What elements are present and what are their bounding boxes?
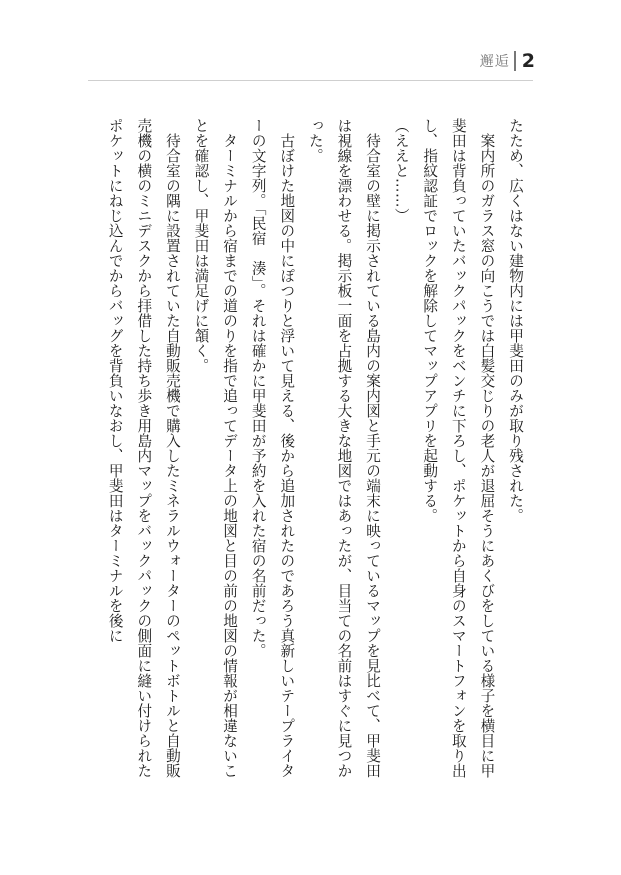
paragraph: （ええと……） bbox=[392, 118, 410, 223]
header-rule bbox=[88, 80, 533, 81]
running-header bbox=[480, 50, 535, 72]
body-text bbox=[89, 118, 529, 786]
paragraph: ターミナルから宿までの道のりを指で追ってデータ上の地図と目の前の地図の情報が相違ないことを確認し、甲斐田は満足げに頷く。 bbox=[192, 118, 239, 778]
header-divider bbox=[514, 51, 516, 71]
paragraph: 待合室の隅に設置されていた自動販売機で購入したミネラルウォーターのペットボトルと自動販売機の横のミニデスクから拝借した持ち歩き用島内マップをバックパックの側面に縫い付けられたポケットにねじ込んでからバッグを背負いなおし、甲斐田はターミナルを後に bbox=[106, 118, 181, 778]
paragraph: 古ぼけた地図の中にぽつりと浮いて見える、後から追加されたのであろう真新しいテープライターの文字列。「民宿 湊」。それは確かに甲斐田が予約を入れた宿の名前だった。 bbox=[249, 118, 296, 778]
paragraph: たため、広くはない建物内には甲斐田のみが取り残された。 bbox=[507, 118, 524, 523]
chapter-title: 邂逅 bbox=[479, 54, 510, 70]
chapter-number: 2 bbox=[521, 50, 535, 72]
paragraph: 案内所のガラス窓の向こうでは白髪交じりの老人が退屈そうにあくびをしている様子を横目に甲斐田は背負っていたバックパックをベンチに下ろし、ポケットから自身のスマートフォンを取り出し、指紋認証でロックを解除してマップアプリを起動する。 bbox=[421, 118, 496, 778]
paragraph: 待合室の壁に掲示されている島内の案内図と手元の端末に映っているマップを見比べて、甲斐田は視線を漂わせる。掲示板一面を占拠する大きな地図ではあったが、目当ての名前はすぐに見つかった。 bbox=[306, 118, 382, 778]
